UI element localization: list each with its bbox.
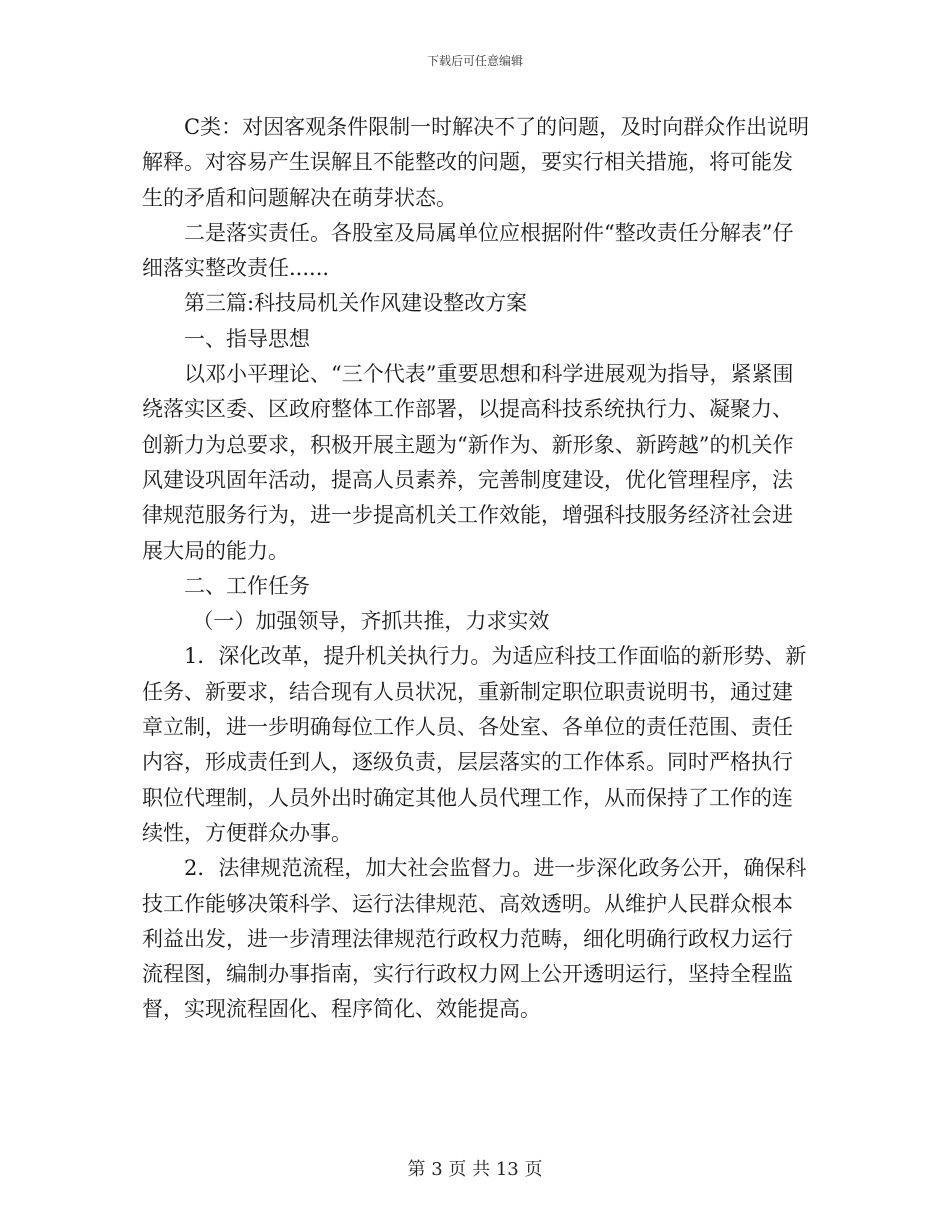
heading-work-tasks: 二、工作任务	[184, 573, 310, 598]
section-title: 第三篇:科技局机关作风建设整改方案	[184, 291, 528, 316]
heading-guiding-thought: 一、指导思想	[184, 326, 310, 351]
page-header: 下载后可任意编辑	[426, 54, 523, 68]
paragraph-item-1: 1．深化改革，提升机关执行力。为适应科技工作面临的新形势、新任务、新要求，结合现有人员状况，重新制定职位职责说明书，通过建章立制，进一步明确每位工作人员、各处室、各单位的责任范围、责任内容，形成责任到人，逐级负责，层层落实的工作体系。同时严格执行职位代理制，人员外出时确定其他人员代理工作，从而保持了工作的连续性，方便群众办事。	[142, 644, 807, 845]
paragraph-item-2: 2．法律规范流程，加大社会监督力。进一步深化政务公开，确保科技工作能够决策科学、运行法律规范、高效透明。从维护人民群众根本利益出发，进一步清理法律规范行政权力范畴，细化明确行政权力运行流程图，编制办事指南，实行行政权力网上公开透明运行，坚持全程监督，实现流程固化、程序简化、效能提高。	[142, 856, 807, 1022]
document-body	[142, 110, 812, 1028]
paragraph-guiding-thought: 以邓小平理论、“三个代表”重要思想和科学进展观为指导，紧紧围绕落实区委、区政府整体工作部署，以提高科技系统执行力、凝聚力、创新力为总要求，积极开展主题为“新作为、新形象、新跨越”的机关作风建设巩固年活动，提高人员素养，完善制度建设，优化管理程序，法律规范服务行为，进一步提高机关工作效能，增强科技服务经济社会进展大局的能力。	[142, 362, 794, 563]
subheading-leadership: （一）加强领导，齐抓共推，力求实效	[192, 609, 550, 634]
paragraph-c-category: C类：对因客观条件限制一时解决不了的问题，及时向群众作出说明解释。对容易产生误解且不能整改的问题，要实行相关措施，将可能发生的矛盾和问题解决在萌芽状态。	[142, 115, 810, 210]
paragraph-responsibility: 二是落实责任。各股室及局属单位应根据附件“整改责任分解表”仔细落实整改责任......	[142, 220, 794, 281]
page-footer: 第 3 页 共 13 页	[407, 1159, 543, 1180]
